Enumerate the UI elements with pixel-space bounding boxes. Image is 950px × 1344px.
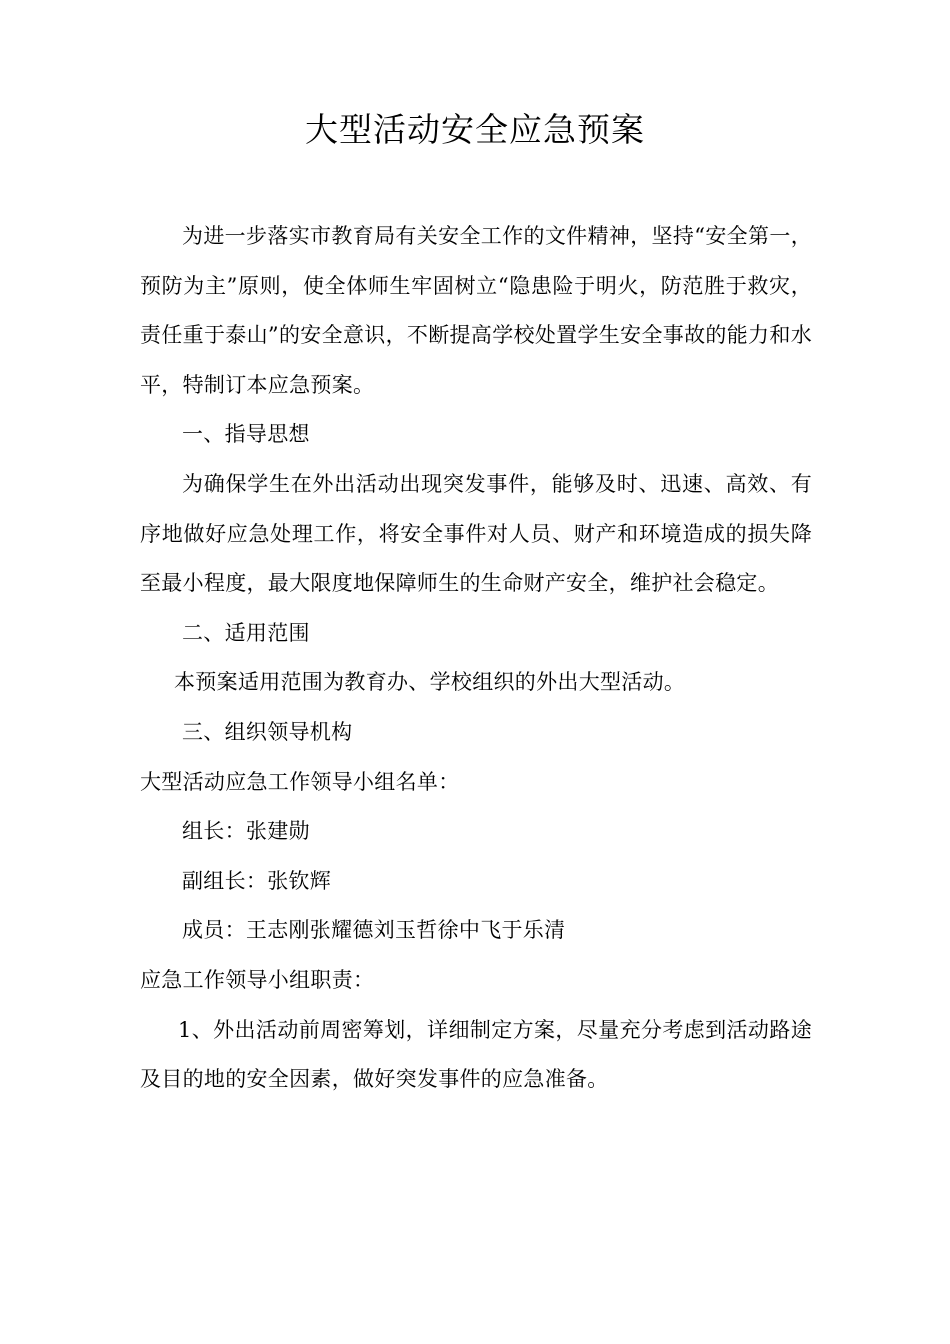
group-leader-line: 组长：张建勋 [182,819,310,844]
scope-paragraph: 本预案适用范围为教育办、学校组织的外出大型活动。 [174,670,686,695]
intro-paragraph: 为进一步落实市教育局有关安全工作的文件精神，坚持“安全第一，预防为主”原则，使全体师生牢固树立“隐患险于明火，防范胜于救灾，责任重于泰山”的安全意识，不断提高学校处置学生安全事故的能力和水平，特制订本应急预案。 [140,224,812,397]
document-body [140,212,812,1105]
document-title: 大型活动安全应急预案 [305,110,645,149]
section-heading-scope: 二、适用范围 [182,620,310,645]
guiding-thought-paragraph: 为确保学生在外出活动出现突发事件，能够及时、迅速、高效、有序地做好应急处理工作，将安全事件对人员、财产和环境造成的损失降至最小程度，最大限度地保障师生的生命财产安全，维护社会稳定。 [140,471,812,596]
duties-heading: 应急工作领导小组职责： [140,967,375,992]
section-heading-organization: 三、组织领导机构 [182,719,353,744]
deputy-leader-line: 副组长：张钦辉 [182,868,332,893]
duty-item-1: 1、外出活动前周密筹划，详细制定方案，尽量充分考虑到活动路途及目的地的安全因素，做好突发事件的应急准备。 [140,1017,812,1092]
leadership-list-heading: 大型活动应急工作领导小组名单： [140,769,460,794]
members-line: 成员：王志刚张耀德刘玉哲徐中飞于乐清 [182,918,566,943]
section-heading-guiding-thought: 一、指导思想 [182,422,310,447]
